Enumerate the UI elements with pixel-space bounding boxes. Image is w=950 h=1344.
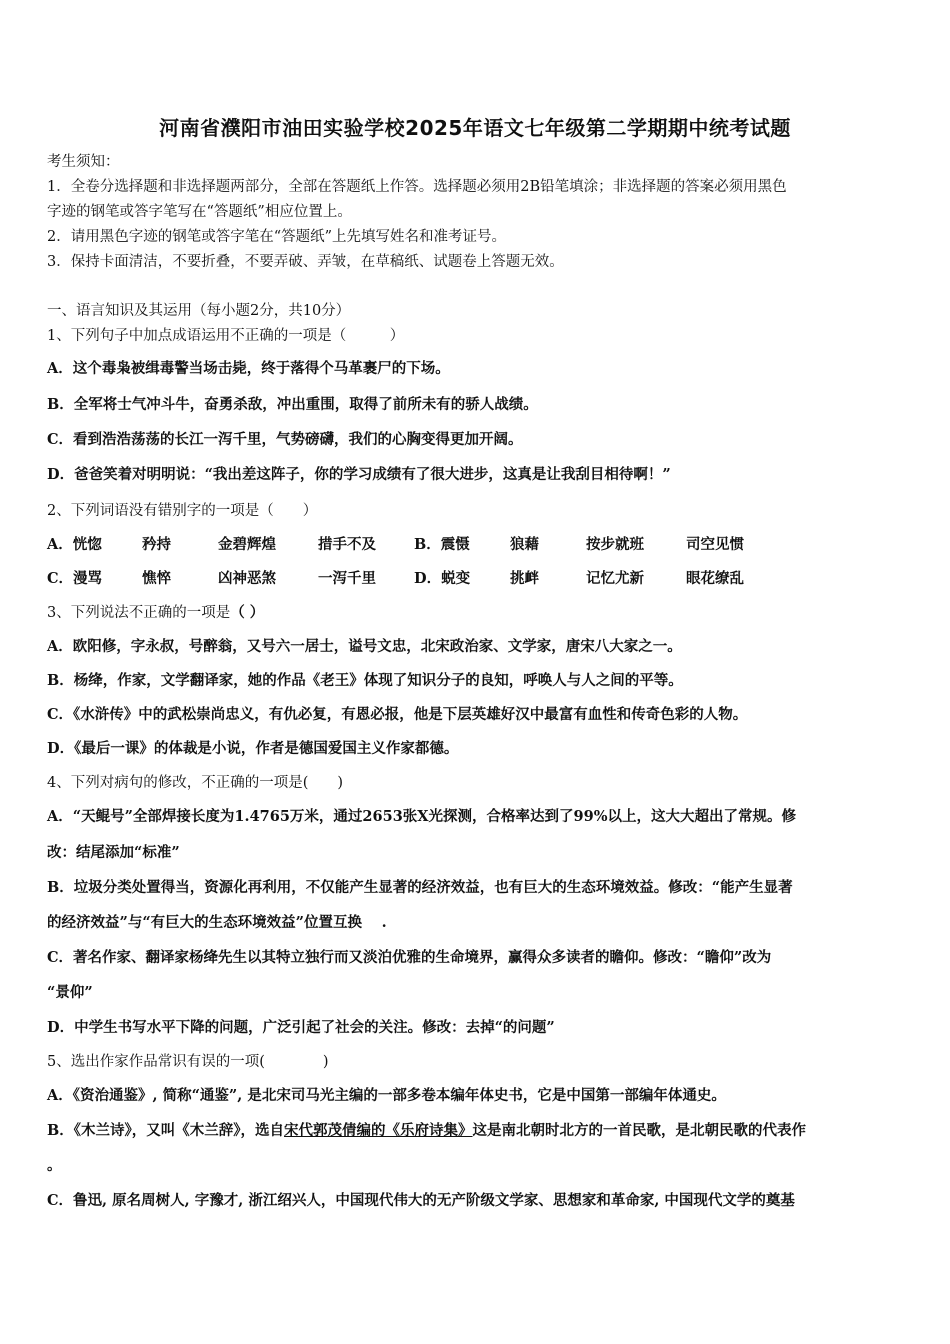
question-stem bbox=[47, 603, 264, 623]
question-stem: 2、下列词语没有错别字的一项是（ ） bbox=[47, 503, 318, 519]
q5-option-a: A．《资治通鉴》, 简称“通鉴”, 是北宋司马光主编的一部多卷本编年体史书，它是中国第一部编年体通史。 bbox=[47, 1087, 726, 1104]
q1-option-b: B．全军将士气冲斗牛，奋勇杀敌，冲出重围，取得了前所未有的骄人战绩。 bbox=[47, 396, 538, 413]
q5-option-c: C．鲁迅, 原名周树人, 字豫才, 浙江绍兴人，中国现代伟大的无产阶级文学家、思想家和革命家, 中国现代文学的奠基 bbox=[47, 1192, 795, 1209]
q2-word: A．恍惚 bbox=[47, 536, 102, 553]
q4-option-c: C．著名作家、翻译家杨绛先生以其特立独行而又淡泊优雅的生命境界，赢得众多读者的瞻仰。修改：“瞻仰”改为 bbox=[47, 949, 772, 966]
q5-option-b-text: 这是南北朝时北方的一首民歌，是北朝民歌的代表作 bbox=[472, 1122, 807, 1139]
q5-option-b-underlined: 宋代郭茂倩编的《乐府诗集》 bbox=[284, 1122, 473, 1139]
q3-option-b: B．杨绛，作家，文学翻译家，她的作品《老王》体现了知识分子的良知，呼唤人与人之间的平等。 bbox=[47, 672, 683, 689]
q2-word: 措手不及 bbox=[318, 536, 376, 553]
q2-word: 金碧辉煌 bbox=[218, 536, 276, 553]
notice-item: 2．请用黑色字迹的钢笔或答字笔在“答题纸”上先填写姓名和准考证号。 bbox=[47, 229, 507, 245]
q2-word: 司空见惯 bbox=[686, 536, 744, 553]
notice-heading: 考生须知： bbox=[47, 154, 120, 170]
question-stem: 1、下列句子中加点成语运用不正确的一项是（ ） bbox=[47, 328, 405, 344]
q2-word: 凶神恶煞 bbox=[218, 570, 276, 587]
q4-option-a-cont: 改：结尾添加“标准” bbox=[47, 844, 180, 861]
q2-word: 记忆尤新 bbox=[586, 570, 644, 587]
q1-option-c: C．看到浩浩荡荡的长江一泻千里，气势磅礴，我们的心胸变得更加开阔。 bbox=[47, 431, 523, 448]
section-heading: 一、语言知识及其运用（每小题2分，共10分） bbox=[47, 303, 351, 319]
notice-item: 字迹的钢笔或答字笔写在“答题纸”相应位置上。 bbox=[47, 204, 352, 220]
q3-stem-text: 3、下列说法不正确的一项是 bbox=[47, 605, 231, 621]
q2-word: 憔悴 bbox=[142, 570, 171, 587]
notice-item: 1．全卷分选择题和非选择题两部分，全部在答题纸上作答。选择题必须用2B铅笔填涂；非选择题的答案必须用黑色 bbox=[47, 179, 787, 195]
q2-word: 挑衅 bbox=[510, 570, 539, 587]
q5-option-b bbox=[47, 1121, 806, 1141]
q1-option-d: D．爸爸笑着对明明说：“我出差这阵子，你的学习成绩有了很大进步，这真是让我刮目相待啊！” bbox=[47, 466, 671, 483]
q3-option-d: D．《最后一课》的体裁是小说，作者是德国爱国主义作家都德。 bbox=[47, 740, 459, 757]
q2-word: 眼花缭乱 bbox=[686, 570, 744, 587]
q4-option-b: B．垃圾分类处置得当，资源化再利用，不仅能产生显著的经济效益，也有巨大的生态环境效益。修改：“能产生显著 bbox=[47, 879, 793, 896]
q5-option-b-text: B．《木兰诗》，又叫《木兰辞》，选自 bbox=[47, 1122, 285, 1139]
exam-title: 河南省濮阳市油田实验学校2025年语文七年级第二学期期中统考试题 bbox=[159, 116, 791, 140]
q2-word: D．蜕变 bbox=[414, 570, 471, 587]
q3-answer-paren: （ ） bbox=[230, 604, 265, 621]
notice-item: 3．保持卡面清洁，不要折叠，不要弄破、弄皱，在草稿纸、试题卷上答题无效。 bbox=[47, 254, 564, 270]
q2-word: 狼藉 bbox=[510, 536, 539, 553]
q4-option-b-cont: 的经济效益”与“有巨大的生态环境效益”位置互换 . bbox=[47, 914, 387, 931]
q5-option-b-end: 。 bbox=[47, 1157, 62, 1174]
q4-option-a: A．“天鲲号”全部焊接长度为1.4765万米，通过2653张X光探测，合格率达到了99%以上，这大大超出了常规。修 bbox=[47, 808, 796, 825]
q3-option-c: C．《水浒传》中的武松崇尚忠义，有仇必复，有恩必报，他是下层英雄好汉中最富有血性和传奇色彩的人物。 bbox=[47, 706, 748, 723]
q2-word: B．震慑 bbox=[414, 536, 470, 553]
q2-word: 矜持 bbox=[142, 536, 171, 553]
q3-option-a: A．欧阳修，字永叔，号醉翁，又号六一居士，谥号文忠，北宋政治家、文学家，唐宋八大家之一。 bbox=[47, 638, 682, 655]
question-stem: 4、下列对病句的修改，不正确的一项是( ) bbox=[47, 775, 344, 791]
q2-word: 按步就班 bbox=[586, 536, 644, 553]
q2-word: C．漫骂 bbox=[47, 570, 103, 587]
q2-word: 一泻千里 bbox=[318, 570, 376, 587]
q4-option-c-cont: “景仰” bbox=[47, 984, 93, 1001]
q1-option-a: A．这个毒枭被缉毒警当场击毙，终于落得个马革裹尸的下场。 bbox=[47, 360, 450, 377]
question-stem: 5、选出作家作品常识有误的一项( ) bbox=[47, 1054, 329, 1070]
q4-option-d: D．中学生书写水平下降的问题，广泛引起了社会的关注。修改：去掉“的问题” bbox=[47, 1019, 555, 1036]
